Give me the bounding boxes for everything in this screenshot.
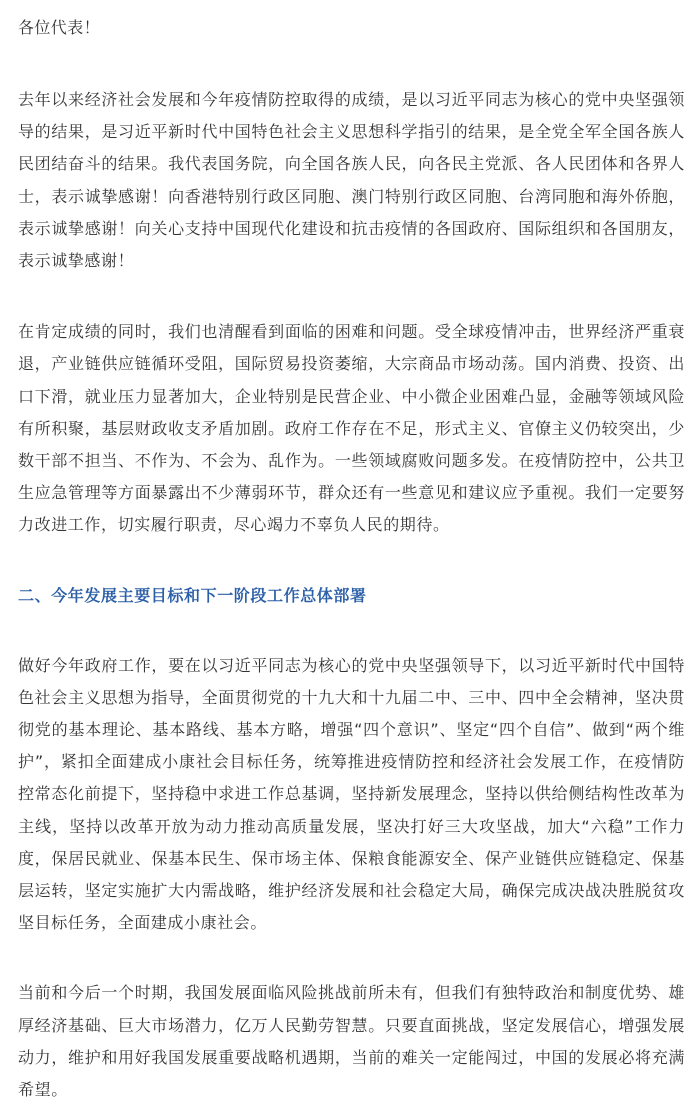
paragraph-work-plan: 做好今年政府工作，要在以习近平同志为核心的党中央坚强领导下，以习近平新时代中国特色社会主义思想为指导，全面贯彻党的十九大和十九届二中、三中、四中全会精神，坚决贯彻党的基本理论、基本路线、基本方略，增强“四个意识”、坚定“四个自信”、做到“两个维护”，紧扣全面建成小康社会目标任务，统筹推进疫情防控和经济社会发展工作，在疫情防控常态化前提下，坚持稳中求进工作总基调，坚持新发展理念，坚持以供给侧结构性改革为主线，坚持以改革开放为动力推动高质量发展，坚决打好三大攻坚战，加大“六稳”工作力度，保居民就业、保基本民生、保市场主体、保粮食能源安全、保产业链供应链稳定、保基层运转，坚定实施扩大内需战略，维护经济发展和社会稳定大局，确保完成决战决胜脱贫攻坚目标任务，全面建成小康社会。 [18,655,685,933]
paragraph-thanks: 去年以来经济社会发展和今年疫情防控取得的成绩，是以习近平同志为核心的党中央坚强领导的结果，是习近平新时代中国特色社会主义思想科学指引的结果，是全党全军全国各族人民团结奋斗的结果。我代表国务院，向全国各族人民，向各民主党派、各人民团体和各界人士，表示诚挚感谢！向香港特别行政区同胞、澳门特别行政区同胞、台湾同胞和海外侨胞，表示诚挚感谢！向关心支持中国现代化建设和抗击疫情的各国政府、国际组织和各国朋友，表示诚挚感谢！ [18,90,685,271]
paragraph-difficulties: 在肯定成绩的同时，我们也清醒看到面临的困难和问题。受全球疫情冲击，世界经济严重衰退，产业链供应链循环受阻，国际贸易投资萎缩，大宗商品市场动荡。国内消费、投资、出口下滑，就业压力显著加大，企业特别是民营企业、中小微企业困难凸显，金融等领域风险有所积聚，基层财政收支矛盾加剧。政府工作存在不足，形式主义、官僚主义仍较突出，少数干部不担当、不作为、不会为、乱作为。一些领域腐败问题多发。在疫情防控中，公共卫生应急管理等方面暴露出不少薄弱环节，群众还有一些意见和建议应予重视。我们一定要努力改进工作，切实履行职责，尽心竭力不辜负人民的期待。 [18,322,685,535]
paragraph-outlook: 当前和今后一个时期，我国发展面临风险挑战前所未有，但我们有独特政治和制度优势、雄厚经济基础、巨大市场潜力，亿万人民勤劳智慧。只要直面挑战，坚定发展信心，增强发展动力，维护和用好我国发展重要战略机遇期，当前的难关一定能闯过，中国的发展必将充满希望。 [18,983,685,1100]
section-heading: 二、今年发展主要目标和下一阶段工作总体部署 [18,585,367,605]
greeting: 各位代表！ [18,18,101,37]
